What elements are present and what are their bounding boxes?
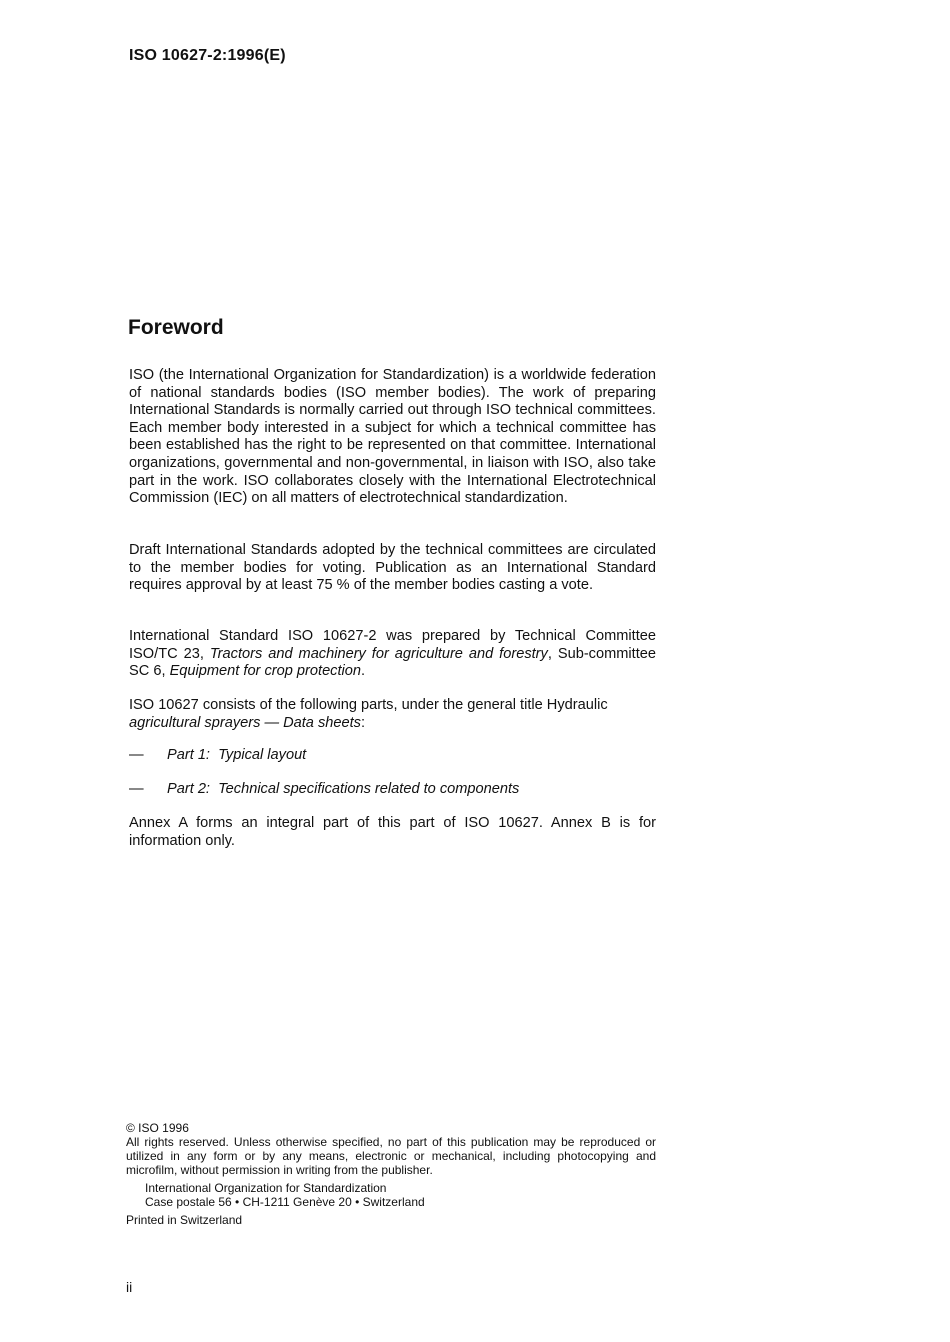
publisher-address: Case postale 56 • CH-1211 Genève 20 • Switzerland [145,1195,425,1209]
p4-text-c: : [360,714,366,731]
list-dash-2: — [129,781,144,797]
p4-general-title: agricultural sprayers — Data sheets [129,714,361,731]
list-dash-1: — [129,747,144,763]
list-item-part-1: Part 1: Typical layout [167,747,307,763]
p3-text-a: International Standard ISO 10627-2 was prepared by Technical Committee ISO/TC 23, [129,628,656,662]
foreword-paragraph-3 [129,628,656,681]
p3-text-c: , Sub-committee SC 6, [129,645,656,680]
p3-text-e: . [361,663,366,680]
list-item-part-2: Part 2: Technical specifications related to components [167,781,520,797]
foreword-paragraph-1: ISO (the International Organization for Standardization) is a worldwide federation of national standards bodies (ISO member bodies). The work of preparing International Standards is normally carried out through ISO technical committees. Each member body interested in a subject for which a technical committee has been established has the right to be represented on that committee. International organizations, governmental and non-governmental, in liaison with ISO, also take part in the work. ISO collaborates closely with the International Electrotechnical Commission (IEC) on all matters of electrotechnical standardization. [129,367,656,507]
section-title: Foreword [128,316,224,339]
foreword-paragraph-2: Draft International Standards adopted by the technical committees are circulated to the member bodies for voting. Publication as an International Standard requires approval by at least 75 % of the member bodies casting a vote. [129,542,656,594]
rights-statement: All rights reserved. Unless otherwise specified, no part of this publication may be reproduced or utilized in any form or by any means, electronic or mechanical, including photocopying and microfilm, without permission in writing from the publisher. [126,1135,656,1177]
publisher-name: International Organization for Standardization [145,1181,387,1195]
document-id: ISO 10627-2:1996(E) [129,47,286,64]
printed-location: Printed in Switzerland [126,1213,243,1227]
foreword-paragraph-5: Annex A forms an integral part of this part of ISO 10627. Annex B is for information only. [129,815,656,849]
p3-committee-title: Tractors and machinery for agriculture and forestry [209,645,548,662]
foreword-paragraph-4 [129,697,656,732]
p4-text-a: ISO 10627 consists of the following parts, under the general title Hydraulic [129,697,608,713]
copyright-block [126,1121,656,1227]
page-number: ii [126,1279,133,1295]
copyright-line: © ISO 1996 [126,1121,189,1135]
p3-subcommittee-title: Equipment for crop protection [169,663,362,680]
